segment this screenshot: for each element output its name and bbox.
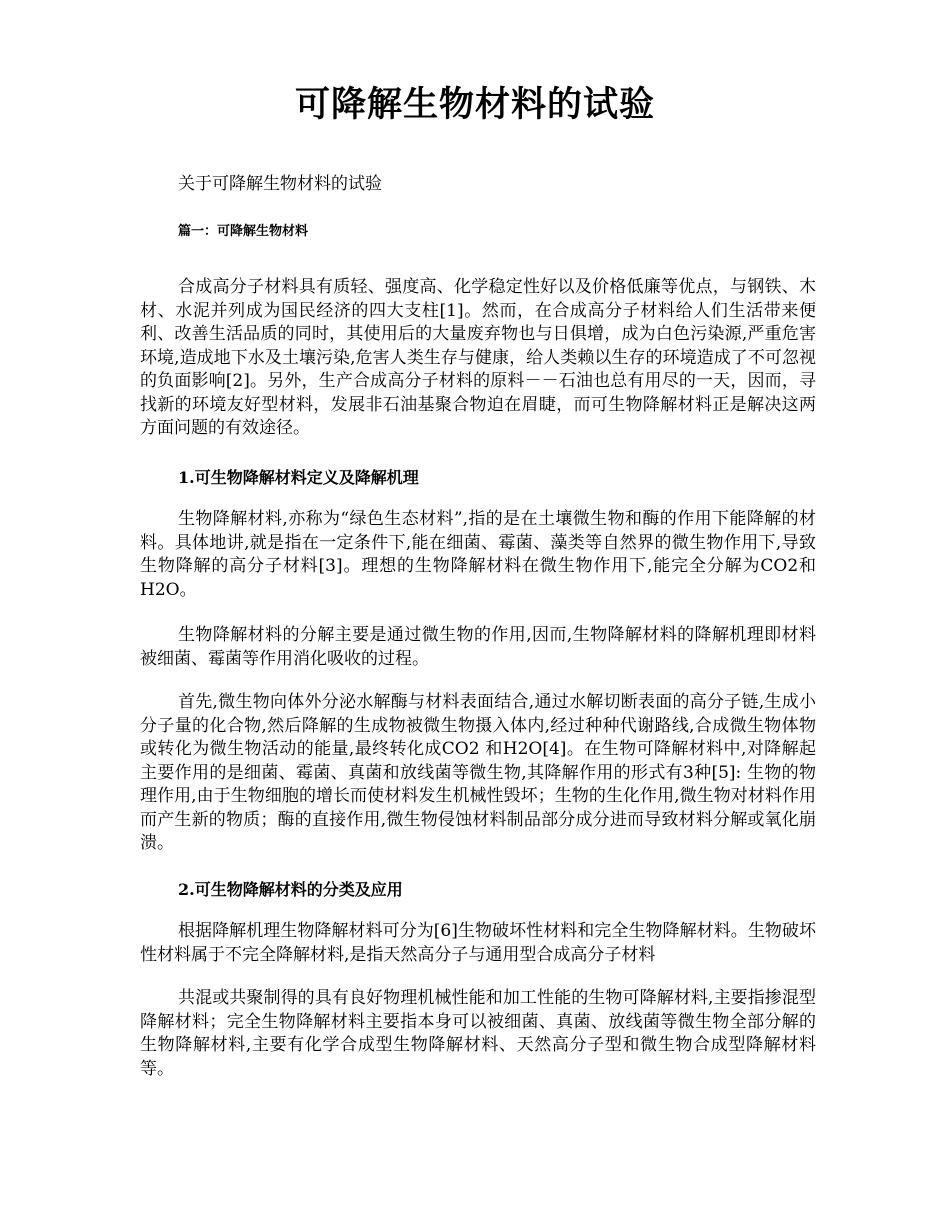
paragraph-classification: 根据降解机理生物降解材料可分为[6]生物破坏性材料和完全生物降解材料。生物破坏性材料属于不完全降解材料,是指天然高分子与通用型合成高分子材料 [140, 921, 816, 965]
section-heading-1: 1.可生物降解材料定义及降解机理 [178, 468, 419, 487]
paragraph-blending: 共混或共聚制得的具有良好物理机械性能和加工性能的生物可降解材料,主要指掺混型降解材料；完全生物降解材料主要指本身可以被细菌、真菌、放线菌等微生物全部分解的生物降解材料,主要有化学合成型生物降解材料、天然高分子型和微生物合成型降解材料等。 [140, 988, 816, 1079]
document-subtitle: 关于可降解生物材料的试验 [178, 174, 382, 194]
paragraph-definition: 生物降解材料,亦称为“绿色生态材料”,指的是在土壤微生物和酶的作用下能降解的材料。具体地讲,就是指在一定条件下,能在细菌、霉菌、藻类等自然界的微生物作用下,导致生物降解的高分子材料[3]。理想的生物降解材料在微生物作用下,能完全分解为CO2和H2O。 [140, 509, 816, 600]
paragraph-process: 首先,微生物向体外分泌水解酶与材料表面结合,通过水解切断表面的高分子链,生成小分子量的化合物,然后降解的生成物被微生物摄入体内,经过种种代谢路线,合成微生物体物或转化为微生物活动的能量,最终转化成CO2 和H2O[4]。在生物可降解材料中,对降解起主要作用的是细菌、霉菌、真菌和放线菌等微生物,其降解作用的形式有3种[5]: 生物的物理作用,由于生物细胞的增长而使材料发生机械性毁坏；生物的生化作用,微生物对材料作用而产生新的物质；酶的直接作用,微生物侵蚀材料制品部分成分进而导致材料分解或氧化崩溃。 [140, 692, 816, 853]
page-title: 可降解生物材料的试验 [294, 84, 655, 125]
paragraph-mechanism: 生物降解材料的分解主要是通过微生物的作用,因而,生物降解材料的降解机理即材料被细菌、霉菌等作用消化吸收的过程。 [140, 625, 816, 669]
section-heading-2: 2.可生物降解材料的分类及应用 [178, 880, 403, 899]
paragraph-intro: 合成高分子材料具有质轻、强度高、化学稳定性好以及价格低廉等优点，与钢铁、木材、水泥并列成为国民经济的四大支柱[1]。然而，在合成高分子材料给人们生活带来便利、改善生活品质的同时，其使用后的大量废弃物也与日俱增，成为白色污染源,严重危害环境,造成地下水及土壤污染,危害人类生存与健康，给人类赖以生存的环境造成了不可忽视的负面影响[2]。另外，生产合成高分子材料的原料－－石油也总有用尽的一天，因而，寻找新的环境友好型材料，发展非石油基聚合物迫在眉睫，而可生物降解材料正是解决这两方面问题的有效途径。 [140, 277, 816, 438]
chapter-heading: 篇一：可降解生物材料 [178, 224, 309, 239]
